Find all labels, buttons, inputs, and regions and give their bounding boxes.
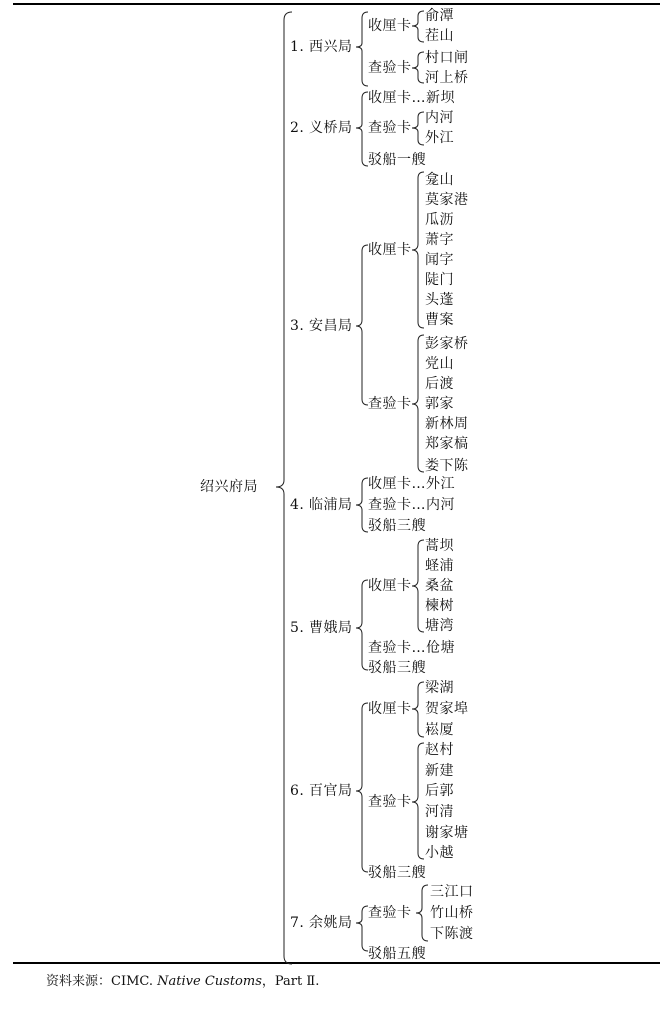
station-label: 俞潭 bbox=[425, 8, 454, 24]
bracket-b2 bbox=[356, 92, 368, 166]
station-label: 外江 bbox=[425, 130, 454, 146]
bureau-name: 曹娥局 bbox=[309, 620, 353, 636]
bureau-name: 义桥局 bbox=[309, 120, 353, 136]
station-label: 后渡 bbox=[425, 376, 454, 392]
unit-label: 收厘卡 bbox=[368, 242, 412, 258]
source-title: Native Customs bbox=[157, 974, 262, 989]
bureau-number: 3. bbox=[290, 318, 305, 334]
station-label: 三江口 bbox=[430, 884, 474, 900]
station-label: 茬山 bbox=[425, 28, 454, 44]
station-label: 党山 bbox=[425, 356, 454, 372]
station-label: 瓜沥 bbox=[425, 212, 454, 228]
bracket-b2-r2 bbox=[412, 112, 424, 145]
bureau-name: 百官局 bbox=[309, 783, 353, 799]
station-label: 新建 bbox=[425, 763, 454, 779]
station-label: 河上桥 bbox=[425, 70, 469, 86]
bureau-number: 5. bbox=[290, 620, 305, 636]
station-label: 龛山 bbox=[425, 172, 454, 188]
source-suffix: ，Part Ⅱ. bbox=[261, 974, 320, 989]
station-label: 陡门 bbox=[425, 272, 454, 288]
unit-label: 查验卡 bbox=[368, 794, 412, 810]
station-label: 梁湖 bbox=[425, 680, 454, 696]
station-label: 莫家港 bbox=[425, 192, 469, 208]
bracket-b3 bbox=[356, 245, 368, 405]
bracket-b5 bbox=[356, 580, 368, 670]
bracket-b6 bbox=[356, 703, 368, 872]
station-label: 谢家塘 bbox=[425, 825, 469, 841]
root-bracket bbox=[276, 12, 292, 964]
source-note bbox=[46, 970, 319, 989]
root-label: 绍兴府局 bbox=[200, 479, 258, 495]
station-label: 小越 bbox=[425, 845, 454, 861]
bureau-name: 余姚局 bbox=[309, 915, 353, 931]
unit-label: 驳船三艘 bbox=[368, 518, 426, 534]
station-label: 后郭 bbox=[425, 783, 454, 799]
station-label: 崧厦 bbox=[425, 722, 454, 738]
bureau-number: 4. bbox=[290, 497, 305, 513]
unit-label: 收厘卡 bbox=[368, 578, 412, 594]
bracket-b6-r2 bbox=[412, 743, 424, 859]
unit-label: 驳船五艘 bbox=[368, 946, 426, 962]
station-label: 郭家 bbox=[425, 396, 454, 412]
station-label: 闻字 bbox=[425, 252, 454, 268]
station-label: 蛏浦 bbox=[425, 558, 454, 574]
station-label: 彭家桥 bbox=[425, 336, 469, 352]
bureau-number: 6. bbox=[290, 783, 305, 799]
source-prefix: 资料来源：CIMC. bbox=[46, 974, 158, 989]
bracket-b7 bbox=[356, 906, 368, 951]
unit-label: 驳船一艘 bbox=[368, 152, 426, 168]
unit-label: 查验卡 bbox=[368, 120, 412, 136]
station-label: 河清 bbox=[425, 804, 454, 820]
bracket-b3-r2 bbox=[412, 335, 424, 472]
station-label: 桑盆 bbox=[425, 578, 454, 594]
bracket-b4 bbox=[356, 478, 368, 532]
bureau-name: 临浦局 bbox=[309, 497, 353, 513]
station-label: 头蓬 bbox=[425, 292, 454, 308]
bracket-b1-r1 bbox=[412, 11, 424, 42]
unit-label: 查验卡 bbox=[368, 60, 412, 76]
unit-label: 查验卡 bbox=[368, 905, 412, 921]
station-label: 赵村 bbox=[425, 742, 454, 758]
station-label: 楝树 bbox=[425, 598, 454, 614]
bureau-name: 安昌局 bbox=[309, 318, 353, 334]
bracket-b7-r1 bbox=[416, 885, 428, 941]
station-label: 塘湾 bbox=[425, 618, 454, 634]
unit-label: 收厘卡 bbox=[368, 18, 412, 34]
bracket-b1 bbox=[356, 12, 368, 86]
unit-label: 查验卡 bbox=[368, 396, 412, 412]
unit-label: 收厘卡 bbox=[368, 701, 412, 717]
station-label: 郑家槁 bbox=[425, 436, 469, 452]
bureau-name: 西兴局 bbox=[309, 39, 353, 55]
station-label: 村口闸 bbox=[425, 50, 469, 66]
station-label: 下陈渡 bbox=[430, 926, 474, 942]
station-label: 新林周 bbox=[425, 416, 469, 432]
station-label: 竹山桥 bbox=[430, 905, 474, 921]
unit-label: 收厘卡…新坝 bbox=[368, 90, 455, 106]
bureau-number: 7. bbox=[290, 915, 305, 931]
bureau-number: 1. bbox=[290, 39, 305, 55]
unit-label: 收厘卡…外江 bbox=[368, 476, 455, 492]
unit-label: 查验卡…伧塘 bbox=[368, 640, 455, 656]
station-label: 内河 bbox=[425, 110, 454, 126]
bureau-number: 2. bbox=[290, 120, 305, 136]
station-label: 萧字 bbox=[425, 232, 454, 248]
station-label: 蒿坝 bbox=[425, 538, 454, 554]
bracket-b5-r1 bbox=[412, 540, 424, 632]
station-label: 贺家埠 bbox=[425, 701, 469, 717]
station-label: 娄下陈 bbox=[425, 458, 469, 474]
bracket-b1-r2 bbox=[412, 52, 424, 83]
station-label: 曹案 bbox=[425, 312, 454, 328]
bracket-b6-r1 bbox=[412, 682, 424, 737]
unit-label: 驳船三艘 bbox=[368, 865, 426, 881]
unit-label: 驳船三艘 bbox=[368, 660, 426, 676]
bracket-b3-r1 bbox=[412, 172, 424, 328]
unit-label: 查验卡…内河 bbox=[368, 497, 455, 513]
